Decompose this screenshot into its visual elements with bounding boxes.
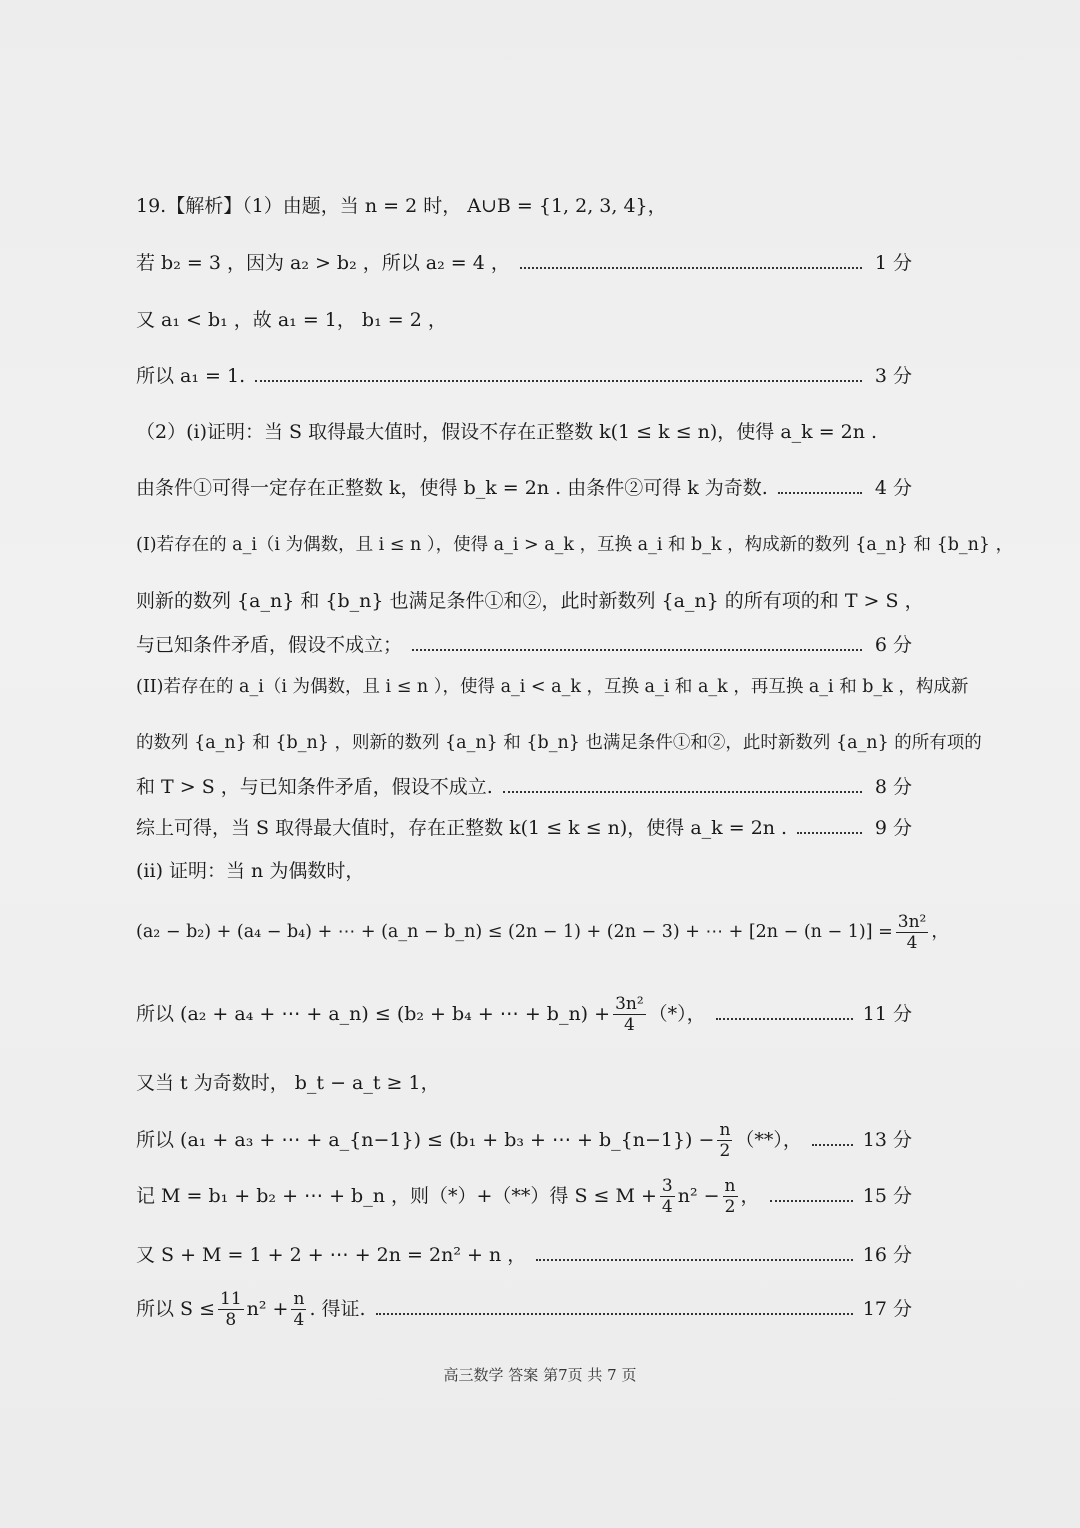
score-label: 4 分 <box>874 477 912 499</box>
score-label: 16 分 <box>862 1244 912 1266</box>
fraction-denominator: 4 <box>906 932 918 953</box>
fraction <box>291 1289 306 1330</box>
dot-leader <box>536 1259 853 1261</box>
equation-tail: （**）， <box>735 1129 802 1151</box>
line-text: （2）(i)证明：当 S 取得最大值时，假设不存在正整数 k(1 ≤ k ≤ n)，使得 a_k = 2n . <box>136 421 878 443</box>
equation-conclusion <box>136 1287 912 1331</box>
dot-leader <box>255 380 862 382</box>
solution-line-8 <box>136 588 924 614</box>
fraction-numerator: 3n² <box>897 911 927 932</box>
dot-leader <box>778 492 862 494</box>
equation-text: 记 M = b₁ + b₂ + ⋯ + b_n ，则（*）+（**）得 S ≤ M + <box>136 1185 657 1207</box>
equation-middle: n² + <box>246 1298 289 1320</box>
dot-leader <box>412 649 862 651</box>
fraction <box>660 1176 675 1217</box>
equation-tail: （*）， <box>648 1003 706 1025</box>
fraction-denominator: 4 <box>661 1196 673 1217</box>
solution-line-7 <box>136 532 1014 558</box>
solution-line-6 <box>136 475 912 501</box>
score-label: 13 分 <box>862 1129 912 1151</box>
solution-line-10 <box>136 674 969 700</box>
fraction <box>717 1120 732 1161</box>
score-label: 8 分 <box>874 776 912 798</box>
fraction-numerator: n <box>724 1175 736 1196</box>
page-footer: 高三数学 答案 第7页 共 7 页 <box>443 1366 637 1384</box>
score-label: 11 分 <box>862 1003 912 1025</box>
equation-sum-bound <box>136 910 949 954</box>
line-text: 与已知条件矛盾，假设不成立； <box>136 634 403 656</box>
line-text: 综上可得，当 S 取得最大值时，存在正整数 k(1 ≤ k ≤ n)，使得 a_k = 2n . <box>136 817 788 839</box>
solution-line-14 <box>136 858 912 884</box>
equation-even-terms <box>136 992 912 1036</box>
dot-leader <box>812 1144 853 1146</box>
score-label: 6 分 <box>874 634 912 656</box>
score-label: 3 分 <box>874 365 912 387</box>
score-label: 1 分 <box>874 252 912 274</box>
fraction <box>613 994 646 1035</box>
solution-line-13 <box>136 815 912 841</box>
solution-line-2 <box>136 250 912 276</box>
solution-line-1 <box>136 193 912 219</box>
equation-odd-terms <box>136 1118 912 1162</box>
fraction-denominator: 2 <box>719 1140 731 1161</box>
solution-line-9 <box>136 632 912 658</box>
fraction-numerator: n <box>719 1119 731 1140</box>
score-label: 15 分 <box>862 1185 912 1207</box>
fraction-denominator: 4 <box>293 1309 305 1330</box>
equation-tail: . 得证. <box>309 1298 366 1320</box>
fraction-denominator: 8 <box>225 1309 237 1330</box>
dot-leader <box>520 267 862 269</box>
solution-line-odd <box>136 1070 912 1096</box>
equation-text: 所以 (a₂ + a₄ + ⋯ + a_n) ≤ (b₂ + b₄ + ⋯ + b_n) + <box>136 1003 611 1025</box>
line-text: 的数列 {a_n} 和 {b_n} ，则新的数列 {a_n} 和 {b_n} 也满足条件①和②，此时新数列 {a_n} 的所有项的 <box>136 733 982 753</box>
dot-leader <box>716 1018 853 1020</box>
fraction-denominator: 4 <box>623 1014 635 1035</box>
solution-line-4 <box>136 363 912 389</box>
equation-text: 所以 (a₁ + a₃ + ⋯ + a_{n−1}) ≤ (b₁ + b₃ + ⋯ + b_{n−1}) − <box>136 1129 715 1151</box>
fraction-numerator: 3n² <box>615 993 644 1014</box>
line-text: (ii) 证明：当 n 为偶数时， <box>136 860 365 882</box>
line-text: 由条件①可得一定存在正整数 k，使得 b_k = 2n . 由条件②可得 k 为奇数. <box>136 477 768 499</box>
fraction-numerator: 3 <box>661 1175 673 1196</box>
equation-middle: n² − <box>677 1185 720 1207</box>
score-label: 9 分 <box>874 817 912 839</box>
fraction <box>723 1176 738 1217</box>
equation-tail: ， <box>931 922 949 942</box>
line-text: (I)若存在的 a_i（i 为偶数，且 i ≤ n ），使得 a_i > a_k ，互换 a_i 和 b_k ，构成新的数列 {a_n} 和 {b_n} ， <box>136 535 1014 555</box>
dot-leader <box>503 791 862 793</box>
equation-text: 所以 S ≤ <box>136 1298 216 1320</box>
equation-s-plus-m <box>136 1242 912 1268</box>
equation-text: 又 S + M = 1 + 2 + ⋯ + 2n = 2n² + n ， <box>136 1244 527 1266</box>
line-text: 若 b₂ = 3 ，因为 a₂ > b₂ ，所以 a₂ = 4 ， <box>136 252 510 274</box>
solution-line-5 <box>136 419 912 445</box>
dot-leader <box>797 832 862 834</box>
fraction-numerator: 11 <box>220 1288 242 1309</box>
line-text: 和 T > S ，与已知条件矛盾，假设不成立. <box>136 776 493 798</box>
fraction <box>896 912 929 953</box>
equation-text: (a₂ − b₂) + (a₄ − b₄) + ⋯ + (a_n − b_n) ≤ (2n − 1) + (2n − 3) + ⋯ + [2n − (n − 1)] = <box>136 922 893 942</box>
fraction-denominator: 2 <box>724 1196 736 1217</box>
line-text: (II)若存在的 a_i（i 为偶数，且 i ≤ n ），使得 a_i < a_k ，互换 a_i 和 a_k ，再互换 a_i 和 b_k ，构成新 <box>136 677 969 697</box>
solution-line-11 <box>136 730 982 756</box>
solution-line-3 <box>136 307 912 333</box>
dot-leader <box>770 1200 853 1202</box>
fraction <box>218 1289 244 1330</box>
line-text: 19.【解析】（1）由题，当 n = 2 时， A∪B = {1, 2, 3, 4}， <box>136 195 667 217</box>
score-label: 17 分 <box>862 1298 912 1320</box>
line-text: 又当 t 为奇数时， b_t − a_t ≥ 1， <box>136 1072 440 1094</box>
solution-line-12 <box>136 774 912 800</box>
fraction-numerator: n <box>293 1288 305 1309</box>
equation-tail: ， <box>740 1185 760 1207</box>
dot-leader <box>376 1313 853 1315</box>
line-text: 又 a₁ < b₁ ，故 a₁ = 1， b₁ = 2 ， <box>136 309 447 331</box>
equation-define-m <box>136 1174 912 1218</box>
line-text: 所以 a₁ = 1. <box>136 365 246 387</box>
line-text: 则新的数列 {a_n} 和 {b_n} 也满足条件①和②，此时新数列 {a_n} 的所有项的和 T > S ， <box>136 590 924 612</box>
